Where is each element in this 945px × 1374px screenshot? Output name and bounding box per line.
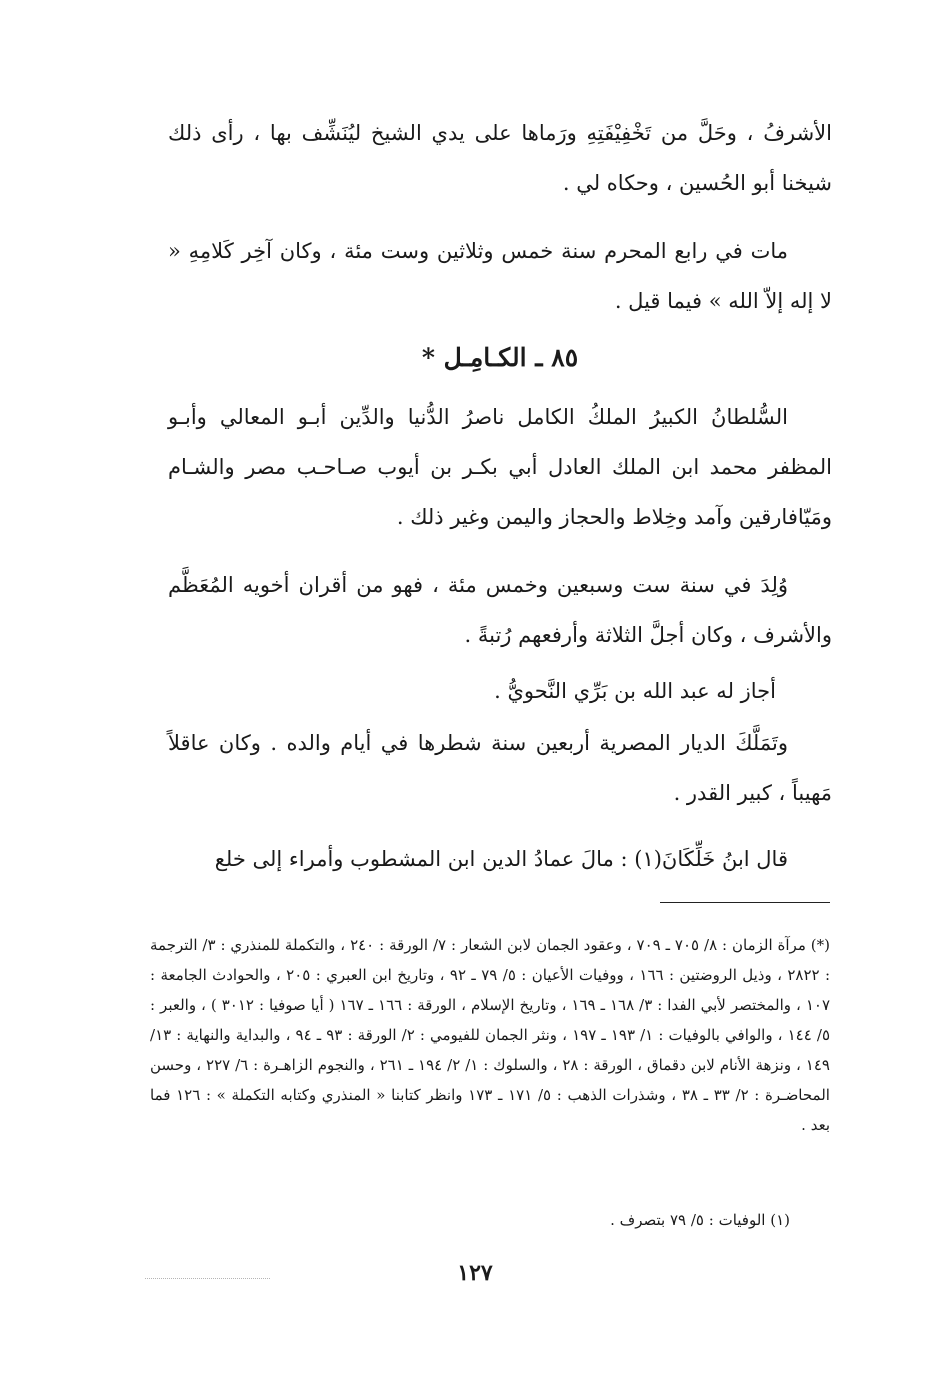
footnote-1: (١) الوفيات : ٥/ ٧٩ بتصرف . xyxy=(610,1211,790,1229)
entry-heading: ٨٥ ـ الكـامِـل * xyxy=(421,343,579,372)
paragraph-death: مات في رابع المحرم سنة خمس وثلاثين وست مئة ، وكان آخِر كَلامِهِ « لا إله إلاّ الله » فيما قيل . xyxy=(168,239,832,313)
paragraph-continuation: الأشرفُ ، وحَلَّ من تَخْفِيْفَتِهِ ورَماها على يدي الشيخ ليُنَشِّف بها ، رأى ذلك شيخنا أبو الحُسين ، وحكاه لي . xyxy=(168,121,832,195)
footnote-separator xyxy=(660,902,830,903)
footnote-sources: (*) مرآة الزمان : ٨/ ٧٠٥ ـ ٧٠٩ ، وعقود الجمان لابن الشعار : ٧/ الورقة : ٢٤٠ ، والتكملة للمنذري : ٣/ الترجمة : ٢٨٢٢ ، وذيل الروضتين : ١٦٦ ، ووفيات الأعيان : ٥/ ٧٩ ـ ٩٢ ، وتاريخ ابن العبري : ٢٠٥ ، والحوادث الجامعة : ١٠٧ ، والمختصر لأبي الفدا : ٣/ ١٦٨ ـ ١٦٩ ، وتاريخ الإسلام ، الورقة : ١٦٦ ـ ١٦٧ ( أيا صوفيا : ٣٠١٢ ) ، والعبر : ٥/ ١٤٤ ، والوافي بالوفيات : ١/ ١٩٣ ـ ١٩٧ ، ونثر الجمان للفيومي : ٢/ الورقة : ٩٣ ـ ٩٤ ، والبداية والنهاية : ١٣/ ١٤٩ ، ونزهة الأنام لابن دقماق ، الورقة : ٢٨ ، والسلوك : ١/ ٢/ ١٩٤ ـ ٢٦١ ، والنجوم الزاهـرة : ٦/ ٢٢٧ ، وحسن المحاضـرة : ٢/ ٣٣ ـ ٣٨ ، وشذرات الذهب : ٥/ ١٧١ ـ ١٧٣ وانظر كتابنا « المنذري وكتابه التكملة » : ١٢٦ فما بعد . xyxy=(150,936,831,1134)
paragraph-biography-intro: السُّلطانُ الكبيرُ الملكُ الكامل ناصرُ الدُّنيا والدِّين أبـو المعالي وأبـو المظفر محمد ابن الملك العادل أبي بكـر بن أيوب صـاحـب مصر والشـام ومَيّافارقين وآمد وخِلاط والحجاز واليمن وغير ذلك . xyxy=(168,405,832,529)
paragraph-quote: قال ابنُ خَلِّكَانَ(١) : مالَ عمادُ الدين ابن المشطوب وأمراء إلى خلع xyxy=(214,847,788,871)
paragraph-ijaza-text: أجاز له عبد الله بن بَرِّي النَّحويُّ . xyxy=(494,679,776,703)
paragraph-rule: وتَمَلَّكَ الديار المصرية أربعين سنة شطرها في أيام والده . وكان عاقلاً مَهيباً ، كبير القدر . xyxy=(168,731,832,805)
page-number: ١٢٧ xyxy=(457,1260,493,1286)
paragraph-ijaza xyxy=(168,668,832,714)
paragraph-birth: وُلِدَ في سنة ست وسبعين وخمس مئة ، فهو من أقران أخويه المُعَظَّم والأشرف ، وكان أجلَّ الثلاثة وأرفعهم رُتبةً . xyxy=(168,573,832,647)
scan-artifact-line xyxy=(145,1278,270,1279)
